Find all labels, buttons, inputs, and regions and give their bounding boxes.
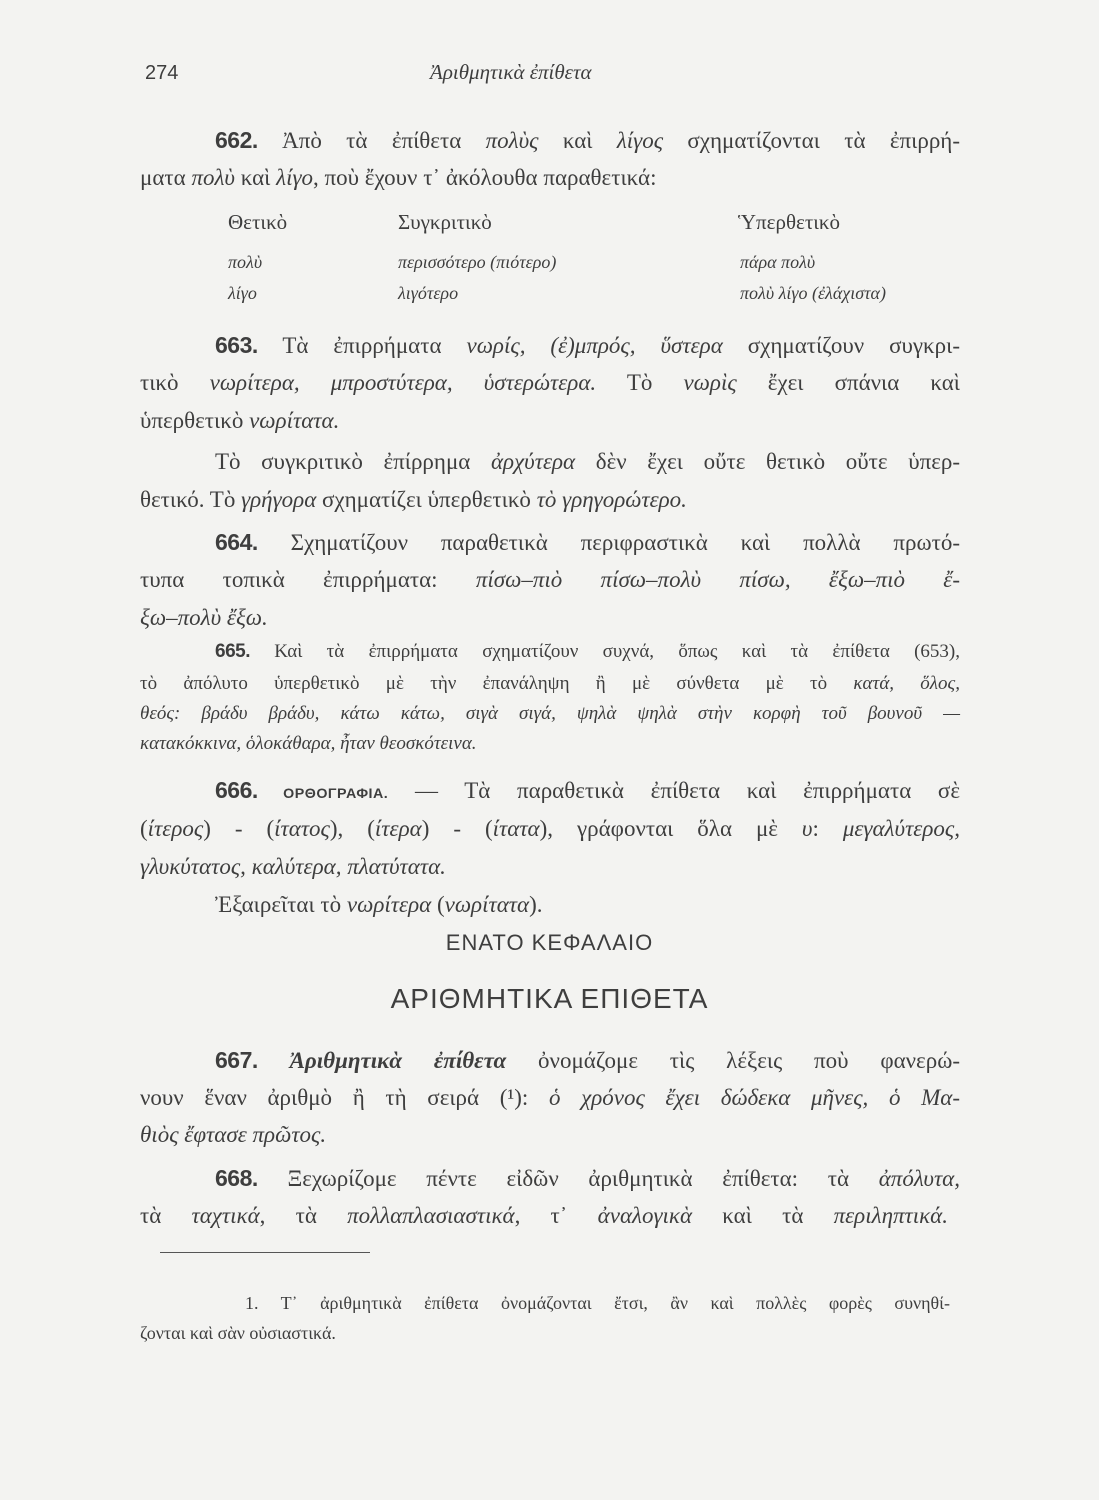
text-span: ΟΡΘΟΓΡΑΦΙΑ. xyxy=(257,786,389,802)
text-span: , τὰ xyxy=(259,1203,348,1228)
emphasized-text: κατακόκκινα, ὁλοκάθαρα, ἦταν θεοσκότεινα. xyxy=(140,733,477,754)
text-span: Ἀπὸ τὰ ἐπίθετα xyxy=(257,128,486,153)
text-span: καὶ xyxy=(234,165,277,190)
text-line xyxy=(215,889,960,921)
text-span: Ξεχωρίζομε πέντε εἰδῶν ἀριθμητικὰ ἐπίθετα: τὰ xyxy=(257,1166,879,1191)
text-line xyxy=(245,1287,950,1319)
table-header: Συγκριτικὸ xyxy=(398,210,492,234)
text-span: 1. Τ᾽ ἀριθμητικὰ ἐπίθετα ὀνομάζονται ἔτσι, ἂν καὶ πολλὲς φορὲς συνηθί- xyxy=(245,1293,950,1313)
text-span: σχηματίζονται τὰ ἐπιρρή- xyxy=(663,128,960,153)
text-span: ματα xyxy=(140,165,192,190)
text-span: ). xyxy=(529,892,543,917)
emphasized-text: πολὺς xyxy=(485,128,539,153)
text-span: Ἐξαιρεῖται τὸ xyxy=(215,892,347,917)
emphasized-text: ταχτικά xyxy=(191,1203,260,1228)
emphasized-text: κατά, ὅλος, xyxy=(853,673,960,694)
emphasized-text: νωρίτατα. xyxy=(249,408,340,433)
running-title: Ἀριθμητικὰ ἐπίθετα xyxy=(430,60,592,84)
text-line xyxy=(140,1119,960,1151)
text-line xyxy=(215,1162,960,1194)
emphasized-text: ξω–πολὺ ἔξω. xyxy=(140,605,268,630)
emphasized-text: νωρίς, (ἐ)μπρός, ὕστερα xyxy=(466,333,723,358)
text-line xyxy=(140,162,960,194)
text-line xyxy=(140,1200,948,1232)
emphasized-text: Ἀριθμητικὰ ἐπίθετα xyxy=(289,1048,507,1073)
emphasized-text: νωρίτατα xyxy=(444,892,530,917)
text-span: ἔχει σπάνια καὶ xyxy=(736,370,960,395)
text-span: ), γράφονται ὅλα μὲ xyxy=(539,816,802,841)
text-span: — Τὰ παραθετικὰ ἐπίθετα καὶ ἐπιρρήματα σὲ xyxy=(388,778,960,803)
section-number: 666. xyxy=(215,777,258,803)
emphasized-text: γλυκύτατος, καλύτερα, πλατύτατα. xyxy=(140,854,446,879)
text-line xyxy=(140,668,960,700)
emphasized-text: ἀρχύτερα xyxy=(490,449,576,474)
text-line xyxy=(215,1044,960,1076)
text-span: ζονται καὶ σὰν οὐσιαστικά. xyxy=(140,1323,336,1343)
chapter-label: ΕΝΑΤΟ ΚΕΦΑΛΑΙΟ xyxy=(445,930,654,955)
section-number: 663. xyxy=(215,332,258,358)
text-span: Καὶ τὰ ἐπιρρήματα σχηματίζουν συχνά, ὅπως καὶ τὰ ἐπίθετα (653), xyxy=(249,641,960,662)
footnote-divider xyxy=(160,1252,370,1253)
text-line xyxy=(140,602,960,634)
text-line xyxy=(140,1317,950,1349)
text-span xyxy=(258,1048,290,1073)
text-line xyxy=(215,636,960,668)
text-line xyxy=(140,405,960,437)
emphasized-text: ἀναλογικὰ xyxy=(597,1203,693,1228)
section-number: 667. xyxy=(215,1047,258,1073)
section-number: 662. xyxy=(215,127,258,153)
text-span: ὀνομάζομε τὶς λέξεις ποὺ φανερώ- xyxy=(506,1048,960,1073)
text-span: Τὸ συγκριτικὸ ἐπίρρημα xyxy=(215,449,491,474)
emphasized-text: πολὺ xyxy=(191,165,235,190)
table-cell: πάρα πολὺ xyxy=(740,252,816,272)
table-cell: περισσότερο (πιότερο) xyxy=(398,252,557,272)
emphasized-text: ίτερος xyxy=(147,816,204,841)
section-number: 664. xyxy=(215,529,258,555)
text-span: τυπα τοπικὰ ἐπιρρήματα: xyxy=(140,567,476,592)
text-line xyxy=(140,851,960,883)
text-span: ( xyxy=(431,892,445,917)
text-span: δὲν ἔχει οὔτε θετικὸ οὔτε ὑπερ- xyxy=(575,449,960,474)
text-span: καὶ τὰ xyxy=(692,1203,834,1228)
emphasized-text: γρήγορα xyxy=(241,487,317,512)
text-span: καὶ xyxy=(538,128,617,153)
text-span: σχηματίζουν συγκρι- xyxy=(722,333,960,358)
emphasized-text: ὁ χρόνος ἔχει δώδεκα μῆνες, ὁ Μα- xyxy=(548,1085,960,1110)
text-span: , τ᾽ xyxy=(514,1203,598,1228)
text-span: ὑπερθετικὸ xyxy=(140,408,250,433)
table-header: Ὑπερθετικὸ xyxy=(738,210,840,234)
emphasized-text: τὸ γρηγορώτερο. xyxy=(536,487,687,512)
table-header: Θετικὸ xyxy=(228,210,288,234)
text-span: Τὰ ἐπιρρήματα xyxy=(257,333,467,358)
text-line xyxy=(140,728,960,760)
text-span: Σχηματίζουν παραθετικὰ περιφραστικὰ καὶ πολλὰ πρωτό- xyxy=(257,530,960,555)
text-span: νουν ἕναν ἀριθμὸ ἢ τὴ σειρά (¹): xyxy=(140,1085,549,1110)
emphasized-text: πολλαπλασιαστικά xyxy=(347,1203,515,1228)
emphasized-text: λίγος xyxy=(616,128,664,153)
text-line xyxy=(215,526,960,558)
emphasized-text: ίτερα xyxy=(374,816,422,841)
emphasized-text: υ xyxy=(801,816,813,841)
section-number: 668. xyxy=(215,1165,258,1191)
emphasized-text: νωρίτερα, μπροστύτερα, ὑστερώτερα. xyxy=(209,370,597,395)
text-span: : xyxy=(812,816,843,841)
emphasized-text: νωρίτερα xyxy=(346,892,432,917)
emphasized-text: θεός: βράδυ βράδυ, κάτω κάτω, σιγὰ σιγά, ψηλὰ ψηλὰ στὴν κορφὴ τοῦ βουνοῦ — xyxy=(140,703,960,724)
text-span: ( xyxy=(140,816,148,841)
emphasized-text: νωρὶς xyxy=(683,370,737,395)
emphasized-text: ίτατα xyxy=(492,816,540,841)
text-span: ) - ( xyxy=(421,816,493,841)
text-span: τικὸ xyxy=(140,370,210,395)
text-line xyxy=(215,774,960,806)
table-cell: λιγότερο xyxy=(398,283,459,303)
emphasized-text: θιὸς ἔφτασε πρῶτος. xyxy=(140,1122,327,1147)
table-cell: λίγο xyxy=(228,283,257,303)
text-span: , ποὺ ἔχουν τ᾽ ἀκόλουθα παραθετικά: xyxy=(313,165,657,190)
emphasized-text: πίσω–πιὸ πίσω–πολὺ πίσω, ἔξω–πιὸ ἔ- xyxy=(475,567,960,592)
emphasized-text: ίτατος xyxy=(274,816,330,841)
text-span: θετικό. Τὸ xyxy=(140,487,242,512)
text-line xyxy=(140,484,960,516)
chapter-title: ΑΡΙΘΜΗΤΙΚΑ ΕΠΙΘΕΤΑ xyxy=(390,983,709,1014)
text-line xyxy=(140,698,960,730)
emphasized-text: λίγο xyxy=(276,165,314,190)
emphasized-text: μεγαλύτερος, xyxy=(842,816,960,841)
emphasized-text: ἀπόλυτα, xyxy=(878,1166,960,1191)
table-cell: πολὺ λίγο (ἐλάχιστα) xyxy=(740,283,886,303)
text-line xyxy=(215,124,960,156)
page-number: 274 xyxy=(145,62,179,84)
text-span: τὸ ἀπόλυτο ὑπερθετικὸ μὲ τὴν ἐπανάληψη ἢ μὲ σύνθετα μὲ τὸ xyxy=(140,673,854,694)
text-line xyxy=(215,446,960,478)
text-span: Τὸ xyxy=(596,370,684,395)
text-line xyxy=(215,329,960,361)
text-line xyxy=(140,1082,960,1114)
text-span: τὰ xyxy=(140,1203,192,1228)
table-cell: πολὺ xyxy=(228,252,263,272)
text-span: σχηματίζει ὑπερθετικὸ xyxy=(316,487,537,512)
text-line xyxy=(140,564,960,596)
emphasized-text: περιληπτικά. xyxy=(833,1203,948,1228)
text-span: ), ( xyxy=(329,816,375,841)
text-line xyxy=(140,813,960,845)
section-number: 665. xyxy=(215,641,250,662)
text-line xyxy=(140,367,960,399)
text-span: ) - ( xyxy=(203,816,275,841)
